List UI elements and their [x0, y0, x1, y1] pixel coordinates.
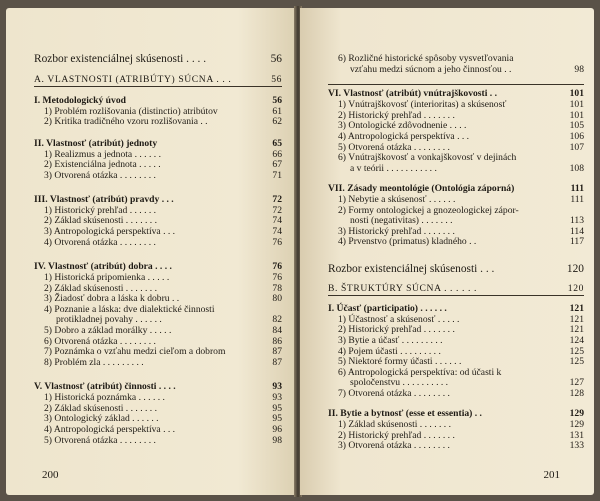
toc-entry-title: 2) Základ skúsenosti . . . . . . .	[44, 215, 157, 226]
toc-entry-title: 1) Nebytie a skúsenosť . . . . . .	[338, 194, 456, 205]
toc-entry-page: 67	[272, 159, 282, 170]
toc-entry	[338, 419, 584, 430]
toc-entry-title: 4) Prvenstvo (primatus) kladného . .	[338, 236, 477, 247]
toc-entry-title: 3) Ontologické zdôvodnenie . . . .	[338, 120, 467, 131]
toc-entry-page: 124	[569, 335, 584, 346]
toc-entry-title: 3) Bytie a účasť . . . . . . . . .	[338, 335, 443, 346]
toc-entry-page: 95	[272, 413, 282, 424]
toc-entry-title: 7) Poznámka o vzťahu medzi cieľom a dobrom	[44, 346, 226, 357]
toc-entry-title: 3) Antropologická perspektíva . . .	[44, 226, 176, 237]
toc-entry-page: 120	[567, 283, 584, 294]
toc-entry	[34, 95, 282, 106]
page-number-right: 201	[543, 469, 560, 481]
toc-entry-page: 125	[569, 356, 584, 367]
toc-entry-page: 93	[272, 381, 282, 392]
toc-entry	[328, 408, 584, 419]
toc-entry-page: 113	[569, 215, 584, 226]
toc-entry-title: B. ŠTRUKTÚRY SÚCNA . . . . . .	[328, 283, 478, 294]
section-rule	[34, 86, 282, 87]
toc-entry-title: 2) Základ skúsenosti . . . . . . .	[44, 283, 157, 294]
toc-entry-title: 3) Otvorená otázka . . . . . . . .	[338, 440, 450, 451]
toc-entry-title: nosti (negativitas) . . . . . . .	[350, 215, 453, 226]
toc-entry	[338, 324, 584, 335]
toc-entry	[338, 131, 584, 142]
toc-entry	[44, 392, 282, 403]
toc-entry-page: 87	[272, 346, 282, 357]
toc-entry	[338, 335, 584, 346]
toc-entry-title: I. Účasť (participatio) . . . . . .	[328, 303, 447, 314]
toc-entry	[328, 263, 584, 276]
toc-entry	[34, 261, 282, 272]
section-rule	[328, 295, 584, 296]
toc-entry-title: 7) Otvorená otázka . . . . . . . .	[338, 388, 450, 399]
toc-entry-page: 121	[569, 324, 584, 335]
toc-entry-title: 6) Rozličné historické spôsoby vysvetľovania	[338, 53, 514, 64]
toc-entry-title: III. Vlastnosť (atribút) pravdy . . .	[34, 194, 174, 205]
toc-entry-title: 2) Kritika tradičného vzoru rozlišovania . .	[44, 116, 208, 127]
toc-entry	[44, 159, 282, 170]
toc-entry	[44, 293, 282, 304]
toc-entry-title: 6) Vnútrajškovosť a vonkajškovosť v dejinách	[338, 152, 517, 163]
toc-entry-title: VI. Vlastnosť (atribút) vnútrajškovosti . .	[328, 88, 497, 99]
toc-entry-title: 5) Niektoré formy účasti . . . . . .	[338, 356, 462, 367]
toc-entry	[328, 283, 584, 294]
toc-entry-title: 5) Otvorená otázka . . . . . . . .	[338, 142, 450, 153]
toc-entry-title: 1) Problém rozlišovania (distinctio) atribútov	[44, 106, 218, 117]
toc-entry-title: Rozbor existenciálnej skúsenosti . . .	[328, 263, 495, 275]
toc-entry-page: 98	[272, 435, 282, 446]
toc-entry	[350, 215, 584, 226]
left-page	[6, 8, 296, 495]
toc-entry	[338, 53, 584, 64]
toc-entry-page: 61	[272, 106, 282, 117]
toc-entry	[44, 325, 282, 336]
toc-entry-page: 111	[570, 183, 584, 194]
toc-entry-page: 82	[272, 314, 282, 325]
toc-entry-page: 93	[272, 392, 282, 403]
toc-entry-page: 76	[272, 272, 282, 283]
toc-entry-page: 101	[569, 88, 584, 99]
toc-entry-title: 4) Antropologická perspektíva . . .	[44, 424, 176, 435]
toc-entry-page: 101	[569, 110, 584, 121]
toc-entry-page: 56	[272, 95, 282, 106]
toc-entry-page: 80	[272, 293, 282, 304]
toc-entry	[44, 237, 282, 248]
toc-entry-page: 72	[272, 194, 282, 205]
toc-entry-title: 3) Žiadosť dobra a láska k dobru . .	[44, 293, 180, 304]
toc-entry	[338, 99, 584, 110]
toc-entry-page: 56	[271, 74, 282, 85]
toc-entry-title: 1) Vnútrajškovosť (interioritas) a skúsenosť	[338, 99, 507, 110]
toc-entry	[44, 424, 282, 435]
toc-entry-title: 2) Formy ontologickej a gnozeologickej zápor-	[338, 205, 519, 216]
toc-entry-page: 108	[569, 163, 584, 174]
toc-entry-page: 133	[569, 440, 584, 451]
toc-entry	[338, 440, 584, 451]
toc-entry	[34, 53, 282, 66]
toc-entry-page: 121	[569, 303, 584, 314]
toc-entry-title: II. Vlastnosť (atribút) jednoty	[34, 138, 158, 149]
toc-entry-title: IV. Vlastnosť (atribút) dobra . . . .	[34, 261, 172, 272]
toc-entry-title: 1) Realizmus a jednota . . . . . .	[44, 149, 161, 160]
toc-entry-title: 1) Základ skúsenosti . . . . . . .	[338, 419, 451, 430]
toc-entry-page: 66	[272, 149, 282, 160]
toc-entry	[338, 152, 584, 163]
toc-entry-page: 95	[272, 403, 282, 414]
toc-entry-title: 2) Historický prehľad . . . . . . .	[338, 430, 455, 441]
toc-entry-title: 4) Poznanie a láska: dve dialektické činnosti	[44, 304, 215, 315]
toc-entry-title: protikladnej povahy . . . . . .	[56, 314, 162, 325]
toc-entry-title: 3) Ontologický základ . . . . . .	[44, 413, 159, 424]
toc-entry-title: II. Bytie a bytnosť (esse et essentia) . .	[328, 408, 482, 419]
toc-entry-title: 2) Historický prehľad . . . . . . .	[338, 110, 455, 121]
section-rule	[328, 84, 584, 85]
toc-entry-title: vzťahu medzi súcnom a jeho činnosťou . .	[350, 64, 512, 75]
toc-entry	[44, 272, 282, 283]
toc-entry	[34, 381, 282, 392]
toc-entry-page: 71	[272, 170, 282, 181]
toc-entry-page: 101	[569, 99, 584, 110]
toc-entry-page: 87	[272, 357, 282, 368]
toc-entry-title: a v teórii . . . . . . . . . . .	[350, 163, 437, 174]
toc-entry	[338, 120, 584, 131]
toc-entry-page: 121	[569, 314, 584, 325]
toc-entry	[338, 194, 584, 205]
toc-entry-page: 65	[272, 138, 282, 149]
toc-entry-page: 98	[574, 64, 584, 75]
toc-entry-page: 127	[569, 377, 584, 388]
toc-entry-title: 2) Historický prehľad . . . . . . .	[338, 324, 455, 335]
toc-entry-page: 62	[272, 116, 282, 127]
toc-entry-title: spoločenstvu . . . . . . . . . .	[350, 377, 449, 388]
toc-entry	[34, 138, 282, 149]
toc-entry	[338, 356, 584, 367]
toc-entry	[328, 183, 584, 194]
toc-entry-page: 78	[272, 283, 282, 294]
toc-entry-title: 2) Existenciálna jednota . . . . .	[44, 159, 161, 170]
toc-entry-page: 125	[569, 346, 584, 357]
toc-entry-title: 1) Historický prehľad . . . . . .	[44, 205, 157, 216]
toc-entry	[328, 303, 584, 314]
toc-entry-title: 1) Historická pripomienka . . . . .	[44, 272, 170, 283]
toc-entry-title: Rozbor existenciálnej skúsenosti . . . .	[34, 53, 207, 65]
toc-entry	[44, 435, 282, 446]
toc-entry-title: 2) Základ skúsenosti . . . . . . .	[44, 403, 157, 414]
toc-entry-title: 1) Historická poznámka . . . . . .	[44, 392, 165, 403]
toc-entry	[44, 357, 282, 368]
toc-entry-title: 6) Otvorená otázka . . . . . . . .	[44, 336, 156, 347]
toc-entry-title: I. Metodologický úvod	[34, 95, 126, 106]
toc-entry-page: 72	[272, 205, 282, 216]
toc-entry-page: 76	[272, 261, 282, 272]
toc-entry-title: V. Vlastnosť (atribút) činnosti . . . .	[34, 381, 176, 392]
toc-entry	[34, 74, 282, 85]
toc-entry-page: 114	[569, 226, 584, 237]
toc-entry-page: 96	[272, 424, 282, 435]
toc-entry-page: 106	[569, 131, 584, 142]
toc-entry-page: 74	[272, 215, 282, 226]
toc-entry	[338, 388, 584, 399]
toc-entry	[350, 64, 584, 75]
toc-entry-page: 105	[569, 120, 584, 131]
toc-entry-title: 8) Problém zla . . . . . . . . .	[44, 357, 144, 368]
toc-entry-title: 1) Účastnosť a skúsenosť . . . . .	[338, 314, 460, 325]
toc-entry-title: 4) Otvorená otázka . . . . . . . .	[44, 237, 156, 248]
page-number-left: 200	[42, 469, 59, 481]
toc-entry	[350, 377, 584, 388]
toc-entry	[350, 163, 584, 174]
toc-entry-page: 129	[569, 419, 584, 430]
toc-entry	[56, 314, 282, 325]
toc-entry-page: 56	[270, 53, 282, 65]
toc-entry	[44, 226, 282, 237]
right-page	[300, 8, 594, 495]
toc-entry-title: 5) Dobro a základ morálky . . . . .	[44, 325, 172, 336]
toc-entry-page: 84	[272, 325, 282, 336]
toc-entry-page: 76	[272, 237, 282, 248]
toc-entry-title: 5) Otvorená otázka . . . . . . . .	[44, 435, 156, 446]
toc-entry	[44, 215, 282, 226]
toc-entry-page: 120	[566, 263, 584, 275]
toc-entry-page: 86	[272, 336, 282, 347]
toc-entry-page: 129	[569, 408, 584, 419]
toc-entry-page: 128	[569, 388, 584, 399]
toc-entry-title: 4) Antropologická perspektíva . . .	[338, 131, 470, 142]
toc-entry-page: 117	[569, 236, 584, 247]
toc-entry-page: 107	[569, 142, 584, 153]
toc-entry-title: 3) Otvorená otázka . . . . . . . .	[44, 170, 156, 181]
toc-entry-page: 74	[272, 226, 282, 237]
toc-entry-title: A. VLASTNOSTI (ATRIBÚTY) SÚCNA . . .	[34, 74, 232, 85]
toc-entry	[44, 346, 282, 357]
toc-entry-title: 3) Historický prehľad . . . . . . .	[338, 226, 455, 237]
toc-entry-title: VII. Zásady meontológie (Ontológia záporná)	[328, 183, 515, 194]
toc-entry	[34, 194, 282, 205]
toc-entry	[328, 88, 584, 99]
toc-entry-page: 111	[570, 194, 584, 205]
toc-entry	[44, 116, 282, 127]
toc-entry-page: 131	[569, 430, 584, 441]
toc-entry	[338, 236, 584, 247]
toc-entry-title: 6) Antropologická perspektíva: od účasti k	[338, 367, 502, 378]
toc-entry	[44, 170, 282, 181]
toc-entry	[44, 413, 282, 424]
toc-entry-title: 4) Pojem účasti . . . . . . . . .	[338, 346, 441, 357]
